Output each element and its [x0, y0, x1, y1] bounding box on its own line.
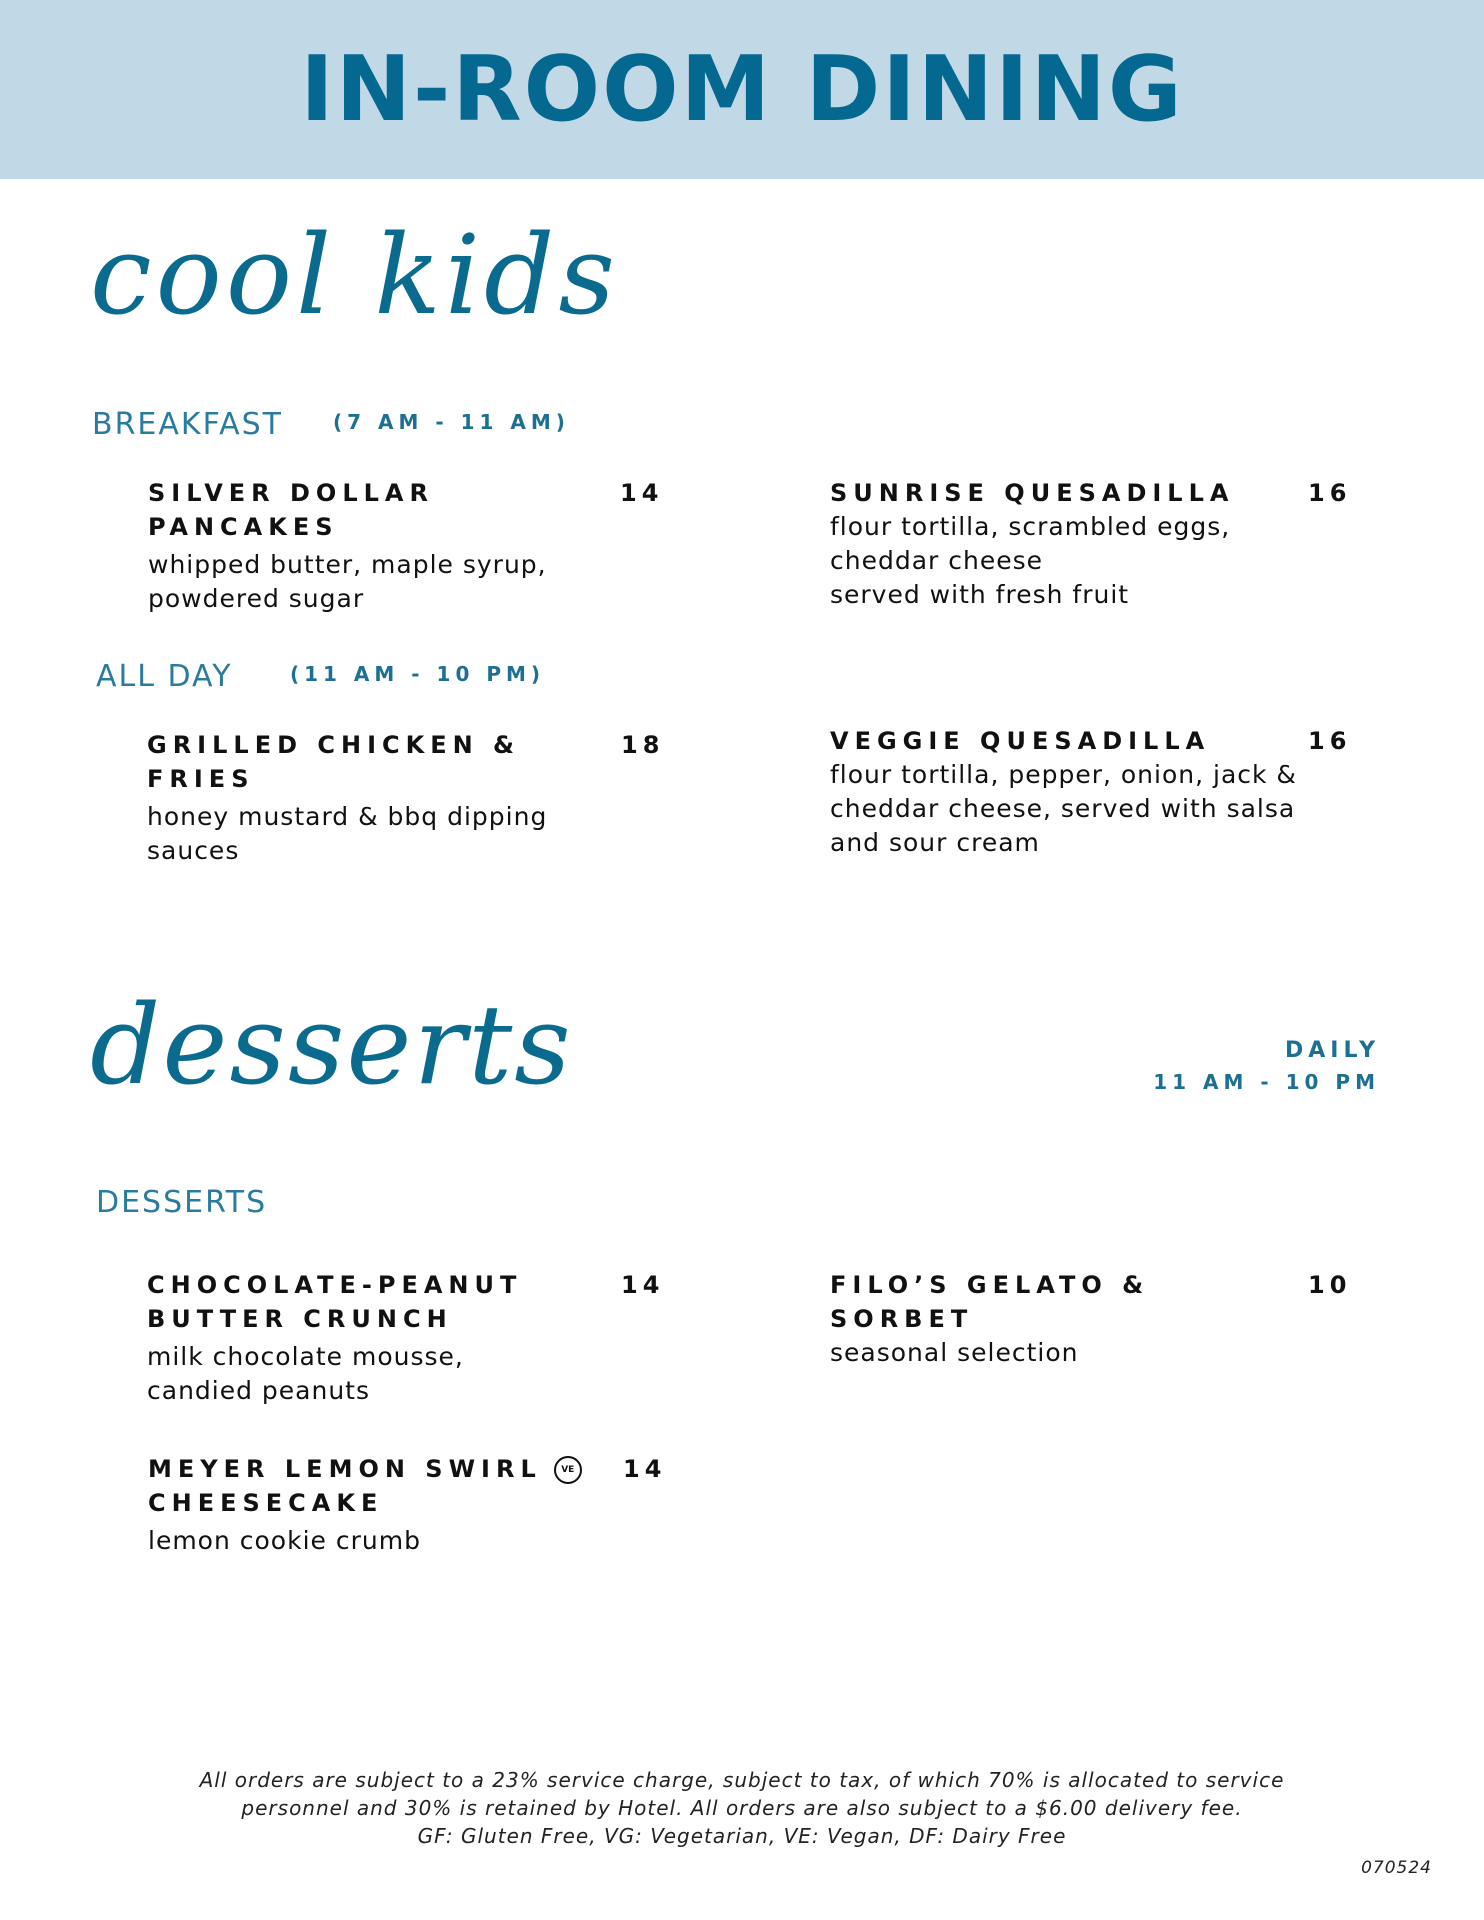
item-name-line1: VEGGIE QUESADILLA — [830, 727, 1211, 755]
desserts-daily-label: DAILY — [1285, 1038, 1380, 1063]
item-name-line2: FRIES — [147, 765, 255, 793]
item-desc-line3: and sour cream — [830, 828, 1040, 857]
item-desc-line1: seasonal selection — [830, 1338, 1079, 1367]
item-desc-line1: flour tortilla, pepper, onion, jack & — [830, 760, 1297, 789]
item-price: 14 — [620, 479, 664, 507]
vegan-badge: VE — [554, 1456, 582, 1484]
desserts-daily-hours: 11 AM - 10 PM — [1153, 1070, 1380, 1094]
footer-line1: All orders are subject to a 23% service charge, subject to tax, of which 70% is allocated to service — [199, 1768, 1285, 1792]
item-name-line1 — [148, 1452, 628, 1486]
menu-item-silver-dollar-pancakes — [148, 476, 628, 616]
all-day-hours: (11 AM - 10 PM) — [290, 662, 546, 686]
page-title: IN-ROOM DINING — [300, 37, 1184, 142]
item-desc-line2: candied peanuts — [147, 1376, 371, 1405]
menu-item-sunrise-quesadilla — [830, 476, 1350, 612]
item-name-line1: SUNRISE QUESADILLA — [830, 479, 1235, 507]
menu-item-veggie-quesadilla — [830, 724, 1350, 860]
item-name-line2: CHEESECAKE — [148, 1489, 384, 1517]
item-price: 16 — [1308, 479, 1352, 507]
breakfast-hours: (7 AM - 11 AM) — [333, 410, 570, 434]
item-desc-line1: lemon cookie crumb — [148, 1526, 421, 1555]
item-name-line2: BUTTER CRUNCH — [147, 1305, 453, 1333]
item-desc-line1: flour tortilla, scrambled eggs, — [830, 512, 1231, 541]
desserts-script-title: desserts — [90, 981, 573, 1109]
item-name-line1: SILVER DOLLAR — [148, 479, 434, 507]
footer-line3: GF: Gluten Free, VG: Vegetarian, VE: Vegan, DF: Dairy Free — [417, 1824, 1067, 1848]
cool-kids-script-title: cool kids — [90, 211, 619, 339]
item-price: 14 — [621, 1271, 665, 1299]
item-desc-line3: served with fresh fruit — [830, 580, 1130, 609]
item-desc-line2: powdered sugar — [148, 584, 365, 613]
item-desc-line1: milk chocolate mousse, — [147, 1342, 464, 1371]
item-name-line2: PANCAKES — [148, 513, 339, 541]
item-name-line1: GRILLED CHICKEN & — [147, 731, 520, 759]
item-desc-line2: sauces — [147, 836, 240, 865]
item-name-line1: CHOCOLATE-PEANUT — [147, 1271, 523, 1299]
item-price: 16 — [1308, 727, 1352, 755]
item-desc-line1: honey mustard & bbq dipping — [147, 802, 548, 831]
footer-notice — [0, 1766, 1484, 1850]
item-price: 18 — [621, 731, 665, 759]
all-day-title: ALL DAY — [96, 659, 233, 694]
footer-line2: personnel and 30% is retained by Hotel. All orders are also subject to a $6.00 delivery fee. — [241, 1796, 1243, 1820]
menu-item-filos-gelato-sorbet — [830, 1268, 1310, 1370]
breakfast-title: BREAKFAST — [92, 407, 283, 442]
item-desc-line1: whipped butter, maple syrup, — [148, 550, 547, 579]
desserts-section-title: DESSERTS — [96, 1185, 268, 1220]
header-banner — [0, 0, 1484, 179]
item-desc-line2: cheddar cheese, served with salsa — [830, 794, 1296, 823]
menu-item-chocolate-peanut-butter-crunch — [147, 1268, 627, 1408]
item-name-text: MEYER LEMON SWIRL — [148, 1455, 542, 1483]
item-price: 10 — [1308, 1271, 1352, 1299]
menu-item-meyer-lemon-swirl-cheesecake — [148, 1452, 628, 1558]
item-name-line1: FILO’S GELATO & — [830, 1271, 1150, 1299]
menu-item-grilled-chicken-fries — [147, 728, 627, 868]
item-desc-line2: cheddar cheese — [830, 546, 1044, 575]
item-name-line2: SORBET — [830, 1305, 974, 1333]
menu-code: 070524 — [1361, 1858, 1432, 1878]
item-price: 14 — [623, 1455, 667, 1483]
